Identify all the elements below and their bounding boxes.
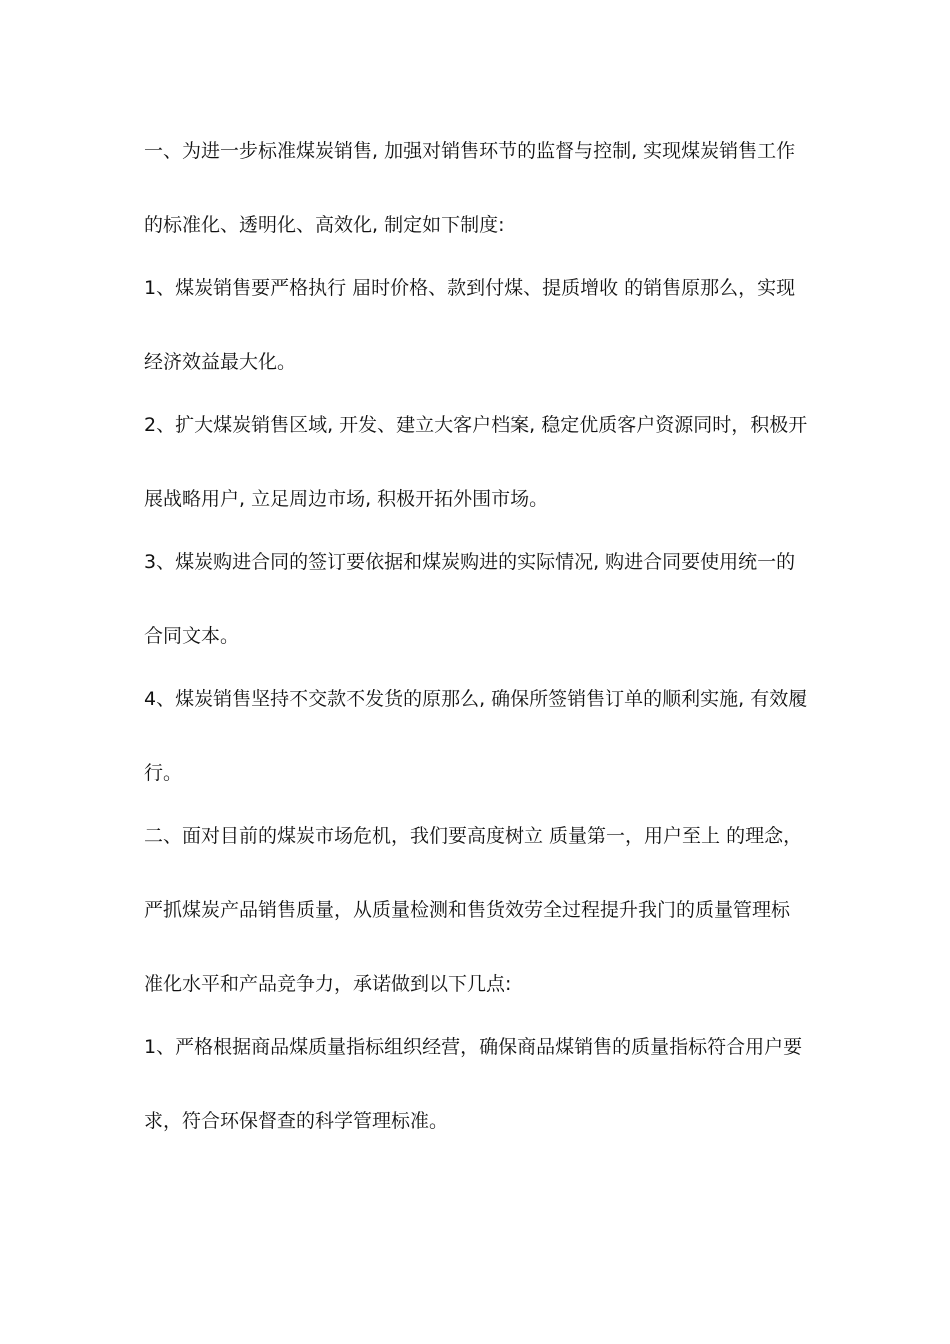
text-line: 3、煤炭购进合同的签订要依据和煤炭购进的实际情况, 购进合同要使用统一的 [144, 551, 796, 573]
text-line: 二、面对目前的煤炭市场危机，我们要高度树立 质量第一，用户至上 的理念， [144, 825, 803, 847]
text-line: 严抓煤炭产品销售质量，从质量检测和售货效劳全过程提升我门的质量管理标 [144, 899, 791, 921]
text-line: 行。 [144, 762, 183, 784]
text-line: 准化水平和产品竞争力，承诺做到以下几点: [144, 973, 512, 995]
text-line: 4、煤炭销售坚持不交款不发货的原那么, 确保所签销售订单的顺利实施, 有效履 [144, 688, 808, 710]
text-line: 的标准化、透明化、高效化, 制定如下制度: [144, 214, 505, 236]
text-line: 一、为进一步标准煤炭销售, 加强对销售环节的监督与控制, 实现煤炭销售工作 [144, 140, 796, 162]
text-line: 经济效益最大化。 [144, 351, 297, 373]
text-line: 2、扩大煤炭销售区域, 开发、建立大客户档案, 稳定优质客户资源同时，积极开 [144, 414, 808, 436]
text-line: 1、煤炭销售要严格执行 届时价格、款到付煤、提质增收 的销售原那么，实现 [144, 277, 796, 299]
text-line: 1、严格根据商品煤质量指标组织经营，确保商品煤销售的质量指标符合用户要 [144, 1036, 803, 1058]
text-line: 展战略用户, 立足周边市场, 积极开拓外围市场。 [144, 488, 549, 510]
text-line: 求，符合环保督查的科学管理标准。 [144, 1110, 449, 1132]
text-line: 合同文本。 [144, 625, 240, 647]
